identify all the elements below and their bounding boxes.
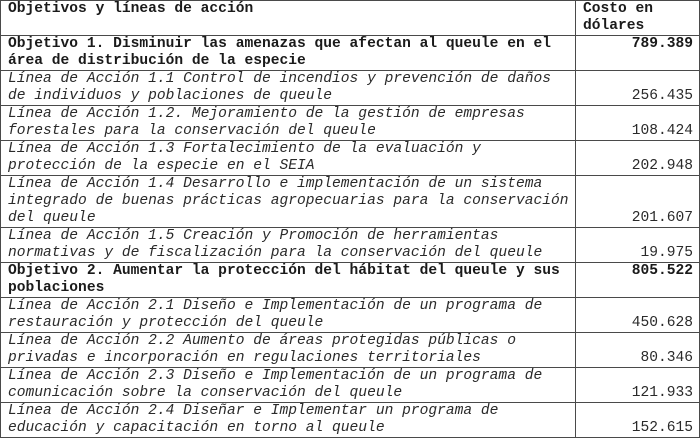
action-line-row <box>1 298 700 333</box>
header-objectives: Objetivos y líneas de acción <box>1 1 576 36</box>
action-line-text: Línea de Acción 1.4 Desarrollo e implementación de un sistema integrado de buenas prácticas agropecuarias para la conservación del queule <box>1 176 576 228</box>
action-line-text: Línea de Acción 2.3 Diseño e Implementación de un programa de comunicación sobre la conservación del queule <box>1 368 576 403</box>
action-line-cost: 108.424 <box>576 106 700 141</box>
objective-text: Objetivo 1. Disminuir las amenazas que afectan al queule en el área de distribución de la especie <box>1 36 576 71</box>
action-line-row <box>1 228 700 263</box>
objective-row <box>1 36 700 71</box>
objective-text: Objetivo 2. Aumentar la protección del hábitat del queule y sus poblaciones <box>1 263 576 298</box>
action-line-cost: 80.346 <box>576 333 700 368</box>
action-line-cost: 121.933 <box>576 368 700 403</box>
action-line-row <box>1 71 700 106</box>
action-line-text: Línea de Acción 1.3 Fortalecimiento de la evaluación y protección de la especie en el SEIA <box>1 141 576 176</box>
action-line-row <box>1 141 700 176</box>
action-line-cost: 450.628 <box>576 298 700 333</box>
action-line-row <box>1 333 700 368</box>
action-line-text: Línea de Acción 1.5 Creación y Promoción de herramientas normativas y de fiscalización para la conservación del queule <box>1 228 576 263</box>
action-line-cost: 19.975 <box>576 228 700 263</box>
action-line-text: Línea de Acción 2.1 Diseño e Implementación de un programa de restauración y protección del queule <box>1 298 576 333</box>
objective-cost: 789.389 <box>576 36 700 71</box>
action-line-row <box>1 106 700 141</box>
action-line-row <box>1 368 700 403</box>
action-line-cost: 152.615 <box>576 403 700 438</box>
objective-cost: 805.522 <box>576 263 700 298</box>
action-line-cost: 201.607 <box>576 176 700 228</box>
action-line-row <box>1 403 700 438</box>
table-header-row <box>1 1 700 36</box>
action-line-row <box>1 176 700 228</box>
action-line-text: Línea de Acción 1.1 Control de incendios y prevención de daños de individuos y poblaciones de queule <box>1 71 576 106</box>
action-line-cost: 202.948 <box>576 141 700 176</box>
action-line-text: Línea de Acción 2.4 Diseñar e Implementar un programa de educación y capacitación en torno al queule <box>1 403 576 438</box>
action-line-text: Línea de Acción 1.2. Mejoramiento de la gestión de empresas forestales para la conservación del queule <box>1 106 576 141</box>
action-line-text: Línea de Acción 2.2 Aumento de áreas protegidas públicas o privadas e incorporación en regulaciones territoriales <box>1 333 576 368</box>
header-cost: Costo en dólares <box>576 1 700 36</box>
action-line-cost: 256.435 <box>576 71 700 106</box>
objective-row <box>1 263 700 298</box>
